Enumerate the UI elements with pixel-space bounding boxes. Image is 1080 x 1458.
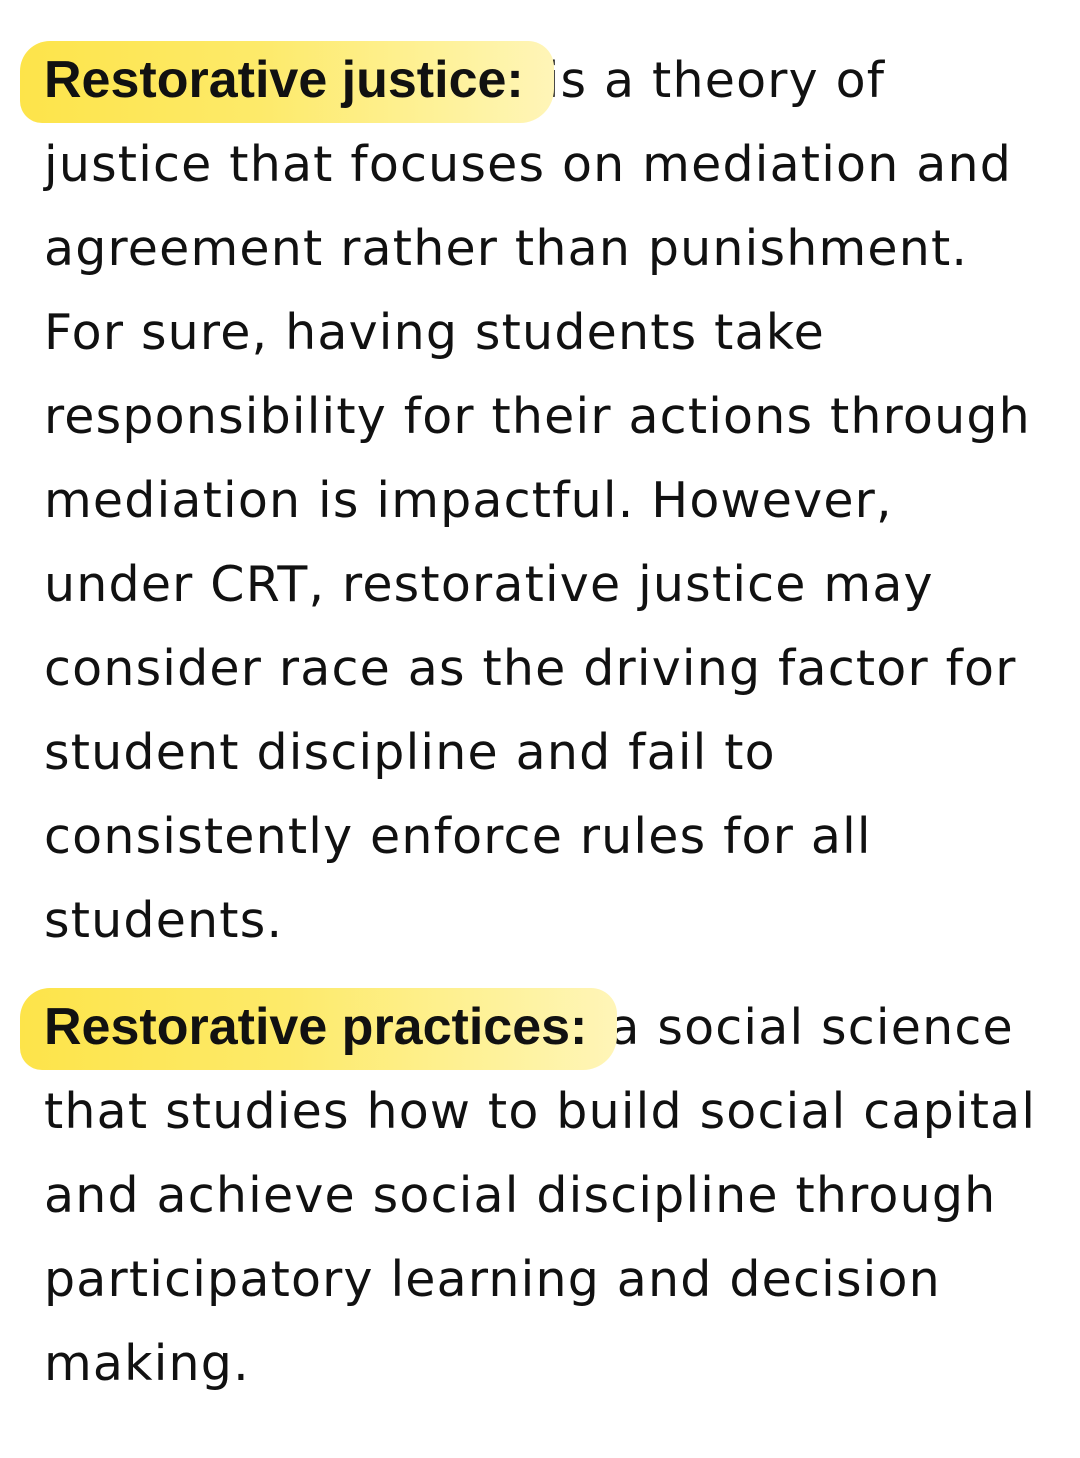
- definition-text-restorative-practices: a social science that studies how to build social capital and achieve social discipline through participatory learning and decision making.: [44, 999, 1037, 1392]
- definition-restorative-justice: [44, 38, 1044, 963]
- definition-text-restorative-justice: is a theory of justice that focuses on mediation and agreement rather than punishment. For sure, having students take responsibility for their actions through mediation is impactful. However, under CRT, restorative justice may consider race as the driving factor for student discipline and fail to consistently enforce rules for all students.: [44, 52, 1031, 949]
- definitions-document: [44, 38, 1044, 1406]
- definition-restorative-practices: [44, 985, 1044, 1406]
- term-restorative-practices: Restorative practices:: [44, 985, 587, 1069]
- term-restorative-justice: Restorative justice:: [44, 38, 524, 122]
